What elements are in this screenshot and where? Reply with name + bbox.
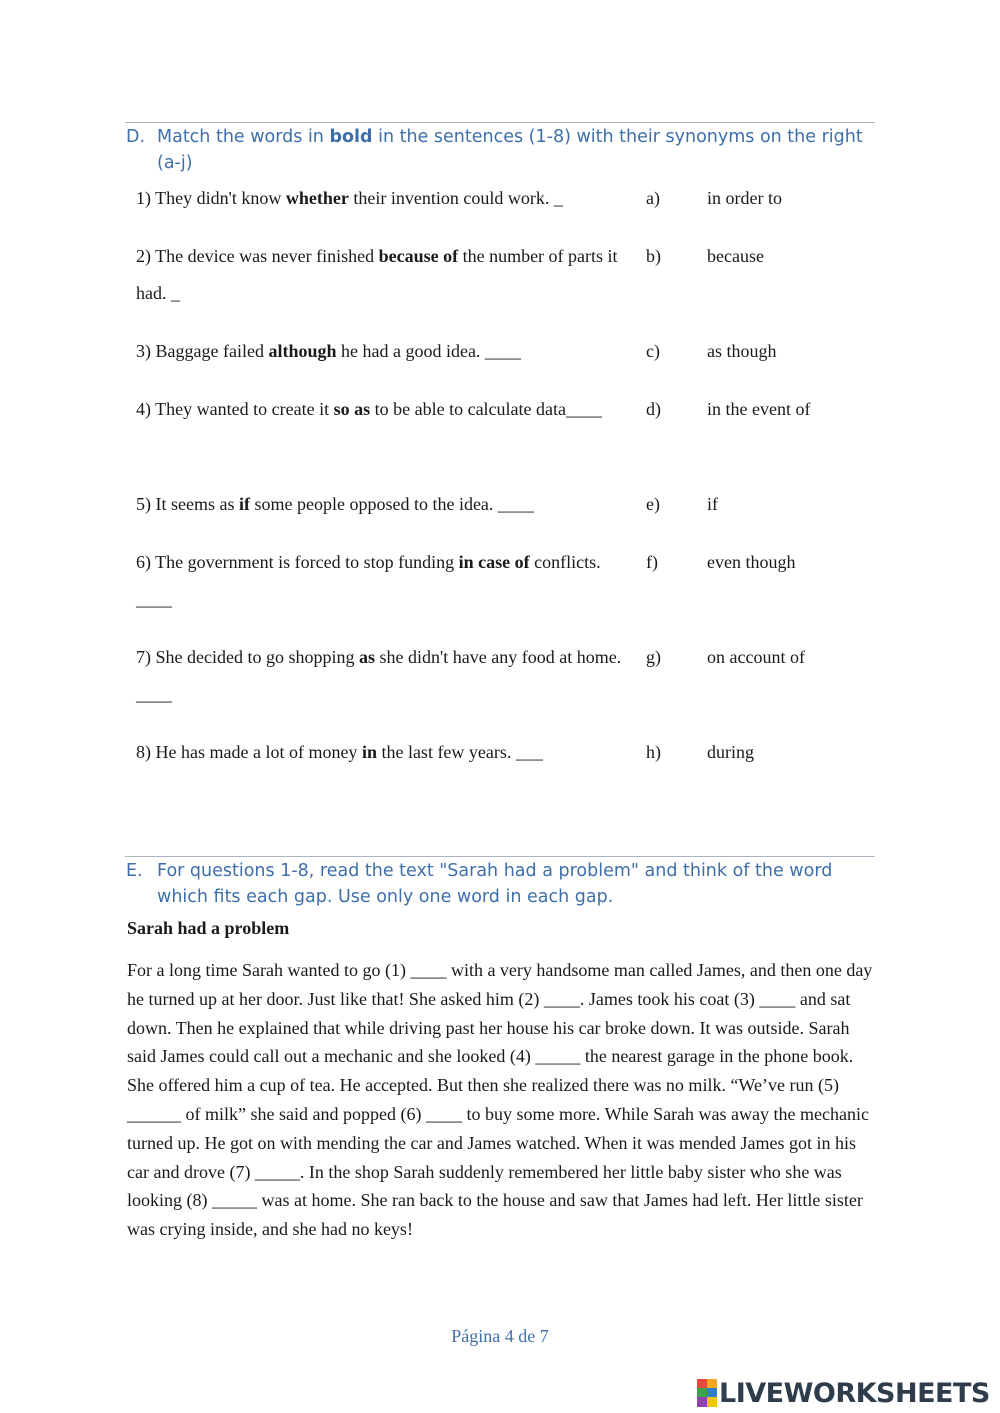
option-letter: a) — [646, 188, 660, 208]
logo-badge-icon — [697, 1379, 717, 1407]
option-letter: b) — [646, 246, 661, 266]
match-row-6 — [136, 544, 876, 639]
option-letter: c) — [646, 341, 660, 361]
match-row-3 — [136, 333, 876, 391]
story-text: For a long time Sarah wanted to go (1) ____ with a very handsome man called James, and then one day he turned up at her door. Just like that! She asked him (2) ____. James took his coat (3) ____ and sat down. Then he explained that while driving past her house his car broke down. It was outside. Sarah said James could call out a mechanic and she looked (4) _____ the nearest garage in the phone book. She offered him a cup of tea. He accepted. But then she realized there was no milk. “We’ve run (5) ______ of milk” she said and popped (6) ____ to buy some more. While Sarah was away the mechanic turned up. He got on with mending the car and James watched. When it was mended James got in his car and drove (7) _____. In the shop Sarah suddenly remembered her little baby sister who she was looking (8) _____ was at home. She ran back to the house and saw that James had left. Her little sister was crying inside, and she had no keys! — [127, 960, 873, 1240]
sentence: 3) Baggage failed although he had a good idea. ____ — [136, 341, 521, 361]
matching-table — [136, 180, 876, 774]
match-row-1 — [136, 180, 876, 238]
option-letter: e) — [646, 494, 660, 514]
synonym: in the event of — [707, 399, 811, 419]
synonym: if — [707, 494, 718, 514]
synonym: on account of — [707, 647, 805, 667]
instruction-post: in the sentences (1-8) with their synonyms on the right (a-j) — [157, 127, 863, 173]
section-e-instruction-text: For questions 1-8, read the text "Sarah had a problem" and think of the word which fits each gap. Use only one word in each gap. — [157, 861, 833, 907]
option-letter: d) — [646, 399, 661, 419]
synonym: even though — [707, 552, 796, 572]
instruction-bold: bold — [329, 127, 373, 147]
synonym: during — [707, 742, 754, 762]
sentence: 8) He has made a lot of money in the last few years. ___ — [136, 742, 543, 762]
synonym: as though — [707, 341, 777, 361]
synonym: in order to — [707, 188, 782, 208]
section-d-instruction — [125, 122, 875, 176]
sentence: 2) The device was never finished because of the number of parts it had. _ — [136, 246, 618, 303]
sentence: 7) She decided to go shopping as she didn't have any food at home. ____ — [136, 647, 622, 704]
sentence: 4) They wanted to create it so as to be able to calculate data____ — [136, 399, 603, 419]
match-row-8 — [136, 734, 876, 774]
option-letter: f) — [646, 552, 658, 572]
liveworksheets-logo — [697, 1377, 990, 1409]
synonym: because — [707, 246, 764, 266]
match-row-2 — [136, 238, 876, 333]
match-row-5 — [136, 486, 876, 544]
page-number: Página 4 de 7 — [451, 1326, 549, 1346]
sentence: 5) It seems as if some people opposed to the idea. ____ — [136, 494, 534, 514]
sentence: 1) They didn't know whether their invention could work. _ — [136, 188, 563, 208]
option-letter: g) — [646, 647, 661, 667]
story-title: Sarah had a problem — [127, 918, 290, 938]
match-row-7 — [136, 639, 876, 734]
section-d-letter: D. — [126, 127, 146, 147]
section-e-letter: E. — [126, 861, 143, 881]
match-row-4 — [136, 391, 876, 486]
logo-text: LIVEWORKSHEETS — [719, 1377, 990, 1409]
instruction-pre: Match the words in — [157, 127, 330, 147]
option-letter: h) — [646, 742, 661, 762]
section-e-instruction — [125, 856, 875, 910]
sentence: 6) The government is forced to stop funding in case of conflicts. ____ — [136, 552, 601, 609]
